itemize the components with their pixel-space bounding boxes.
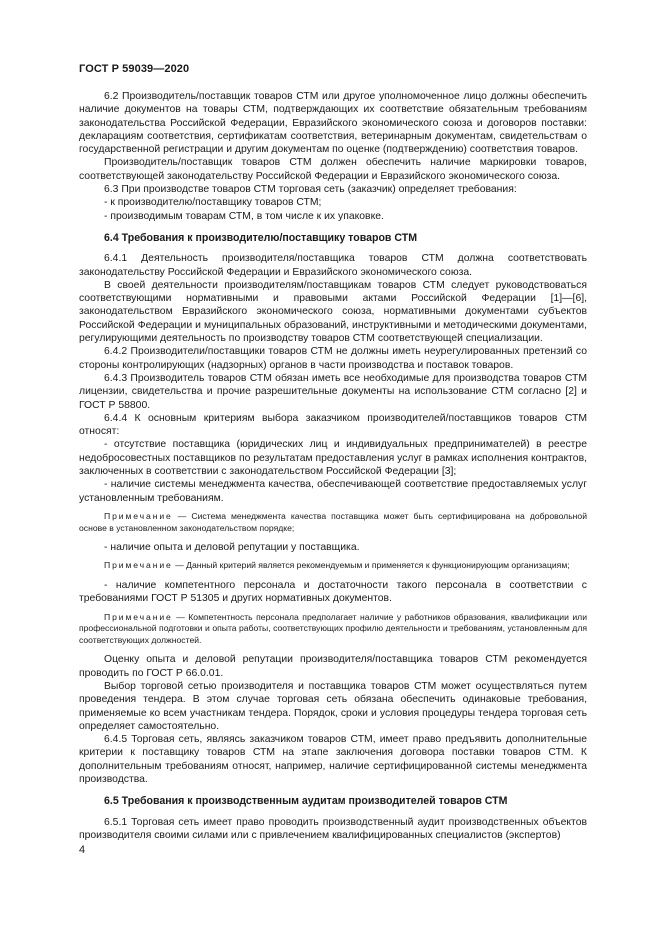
note (79, 511, 587, 534)
paragraph-6-4-3: 6.4.3 Производитель товаров СТМ обязан иметь все необходимые для производства товаров СТМ лицензии, свидетельства и прочие разрешительные документы на использование СТМ согласно [2] и ГОСТ Р 58800. (79, 372, 587, 411)
note (79, 612, 587, 647)
note-label: Примечание (104, 611, 173, 622)
document-body (79, 90, 587, 842)
paragraph-6-4-4: 6.4.4 К основным критериям выбора заказчиком производителей/поставщиков товаров СТМ относят: (79, 412, 587, 438)
paragraph-legislation: В своей деятельности производителям/поставщикам товаров СТМ следует руководствоваться соответствующими нормативными и правовыми актами Российской Федерации [1]—[6], законодательством Евразийского экономического союза, нормативными документами субъектов Российской Федерации и муниципальных образований, инструктивными и методическими документами, регулирующими деятельность по производству товаров СТМ соответствующей специализации. (79, 279, 587, 345)
page-number: 4 (79, 844, 86, 856)
paragraph-6-4-5: 6.4.5 Торговая сеть, являясь заказчиком товаров СТМ, имеет право предъявить дополнительные критерии к поставщику товаров СТМ на этапе заключения договора поставки товаров СТМ. К дополнительным требованиям относят, например, наличие сертифицированной системы менеджмента производства. (79, 734, 587, 786)
note-label: Примечание (104, 560, 173, 571)
paragraph-6-3: 6.3 При производстве товаров СТМ торговая сеть (заказчик) определяет требования: (104, 184, 517, 196)
paragraph-6-5-1: 6.5.1 Торговая сеть имеет право проводить производственный аудит производственных объектов производителя своими силами или с привлечением квалифицированных специалистов (экспертов) (79, 816, 587, 841)
paragraph-tender: Выбор торговой сетью производителя и поставщика товаров СТМ может осуществляться путем проведения тендера. В этом случае торговая сеть обязана обеспечить одинаковые требования, применяемые ко всем участникам тендера. Порядок, сроки и условия процедуры тендера торговая сеть определяет самостоятельно. (79, 680, 587, 732)
note-label: Примечание (104, 510, 173, 521)
list-item: - производимым товарам СТМ, в том числе к их упаковке. (104, 210, 384, 222)
section-heading-6-4: 6.4 Требования к производителю/поставщику товаров СТМ (104, 231, 418, 244)
paragraph-6-4-2: 6.4.2 Производители/поставщики товаров СТМ не должны иметь неурегулированных претензий со стороны контролирующих (надзорных) органов в части производства и поставок товаров. (79, 346, 587, 371)
list-item: - наличие системы менеджмента качества, обеспечивающей соответствие предоставляемых услуг установленным требованиям. (79, 479, 587, 504)
list-item: - наличие опыта и деловой репутации у поставщика. (104, 542, 360, 554)
document-code: ГОСТ Р 59039—2020 (79, 63, 190, 75)
list-item: - к производителю/поставщику товаров СТМ; (104, 197, 322, 209)
list-item: - отсутствие поставщика (юридических лиц и индивидуальных предпринимателей) в реестре недобросовестных поставщиков по результатам предоставления услуг в рамках исполнения контрактов, заключенных в соответствии с законодательством Российской Федерации [3]; (79, 439, 587, 478)
paragraph-6-4-1: 6.4.1 Деятельность производителя/поставщика товаров СТМ должна соответствовать законодательству Российской Федерации и Евразийского экономического союза. (79, 253, 587, 278)
note-text: — Компетентность персонала предполагает наличие у работников образования, квалификации или профессиональной подготовки и опыта работы, соответствующих профилю деятельности и требованиям, установленным для соответствующих должностей. (79, 611, 587, 645)
section-heading-6-5: 6.5 Требования к производственным аудитам производителей товаров СТМ (104, 795, 508, 808)
paragraph-6-2: 6.2 Производитель/поставщик товаров СТМ или другое уполномоченное лицо должны обеспечить наличие документов на товары СТМ, подтверждающих их соответствие обязательным требованиям законодательства Российской Федерации, Евразийского экономического союза и договоров поставки: декларациям соответствия, сертификатам соответствия, ветеринарным документам, свидетельствам о государственной регистрации и другим документам по оценке (подтверждению) соответствия товаров. (79, 91, 587, 156)
note (79, 560, 587, 572)
note-text: — Система менеджмента качества поставщика может быть сертифицирована на добровольной основе в установленном законодательством порядке; (79, 510, 587, 533)
paragraph-marking: Производитель/поставщик товаров СТМ должен обеспечить наличие маркировки товаров, соответствующей законодательству Российской Федерации и Евразийского экономического союза. (79, 157, 587, 182)
list-item: - наличие компетентного персонала и достаточности такого персонала в соответствии с требованиями ГОСТ Р 51305 и других нормативных документов. (79, 579, 587, 605)
note-text: — Данный критерий является рекомендуемым и применяется к функционирующим организациям; (172, 560, 570, 571)
paragraph-reputation: Оценку опыта и деловой репутации производителя/поставщика товаров СТМ рекомендуется проводить по ГОСТ Р 66.0.01. (79, 654, 587, 679)
